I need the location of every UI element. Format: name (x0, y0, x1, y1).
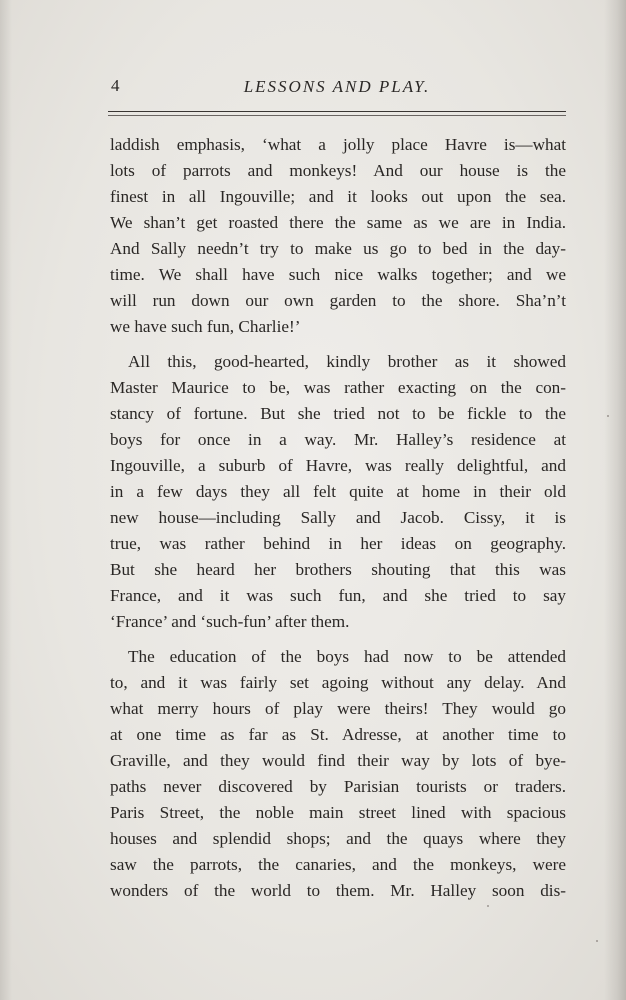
text-line: at one time as far as St. Adresse, at another time to (110, 725, 566, 744)
page-number: 4 (111, 76, 120, 95)
text-line: laddish emphasis, ‘what a jolly place Havre is—what (110, 135, 566, 154)
text-line: to, and it was fairly set agoing without any delay. And (110, 673, 566, 692)
text-line: Paris Street, the noble main street lined with spacious (110, 803, 566, 822)
running-title: LESSONS AND PLAY. (243, 77, 431, 96)
text-line: Graville, and they would find their way by lots of bye- (110, 751, 566, 770)
paragraph (110, 132, 566, 340)
paper-speck (607, 415, 609, 417)
text-line: true, was rather behind in her ideas on geography. (110, 534, 566, 553)
text-line: paths never discovered by Parisian tourists or traders. (110, 777, 566, 796)
header-rule (108, 111, 566, 112)
text-line: All this, good-hearted, kindly brother as it showed (128, 352, 566, 371)
text-line: what merry hours of play were theirs! They would go (110, 699, 566, 718)
text-line: lots of parrots and monkeys! And our house is the (110, 161, 566, 180)
paper-speck (596, 940, 598, 942)
page-gutter-shadow (0, 0, 12, 1000)
header-rule-thin (108, 115, 566, 116)
page-header (108, 76, 566, 102)
text-line: stancy of fortune. But she tried not to be fickle to the (110, 404, 566, 423)
body-text (110, 132, 566, 904)
text-line: But she heard her brothers shouting that this was (110, 560, 566, 579)
page-edge-shadow (604, 0, 626, 1000)
paragraph (110, 349, 566, 635)
text-line: France, and it was such fun, and she tried to say (110, 586, 566, 605)
text-line: We shan’t get roasted there the same as we are in India. (110, 213, 566, 232)
text-line: boys for once in a way. Mr. Halley’s residence at (110, 430, 566, 449)
text-line: And Sally needn’t try to make us go to bed in the day- (110, 239, 566, 258)
text-line: saw the parrots, the canaries, and the monkeys, were (110, 855, 566, 874)
text-line: new house—including Sally and Jacob. Cissy, it is (110, 508, 566, 527)
text-line: Master Maurice to be, was rather exacting on the con- (110, 378, 566, 397)
text-line: in a few days they all felt quite at home in their old (110, 482, 566, 501)
text-line: finest in all Ingouville; and it looks out upon the sea. (110, 187, 566, 206)
paper-speck (487, 905, 489, 907)
paragraph (110, 644, 566, 904)
text-line: will run down our own garden to the shore. Sha’n’t (110, 291, 566, 310)
text-line: The education of the boys had now to be attended (128, 647, 566, 666)
text-line: Ingouville, a suburb of Havre, was really delightful, and (110, 456, 566, 475)
text-line: wonders of the world to them. Mr. Halley soon dis- (110, 881, 566, 900)
text-line: ‘France’ and ‘such-fun’ after them. (110, 612, 350, 631)
text-line: houses and splendid shops; and the quays where they (110, 829, 566, 848)
text-line: time. We shall have such nice walks together; and we (110, 265, 566, 284)
text-line: we have such fun, Charlie!’ (110, 317, 301, 336)
